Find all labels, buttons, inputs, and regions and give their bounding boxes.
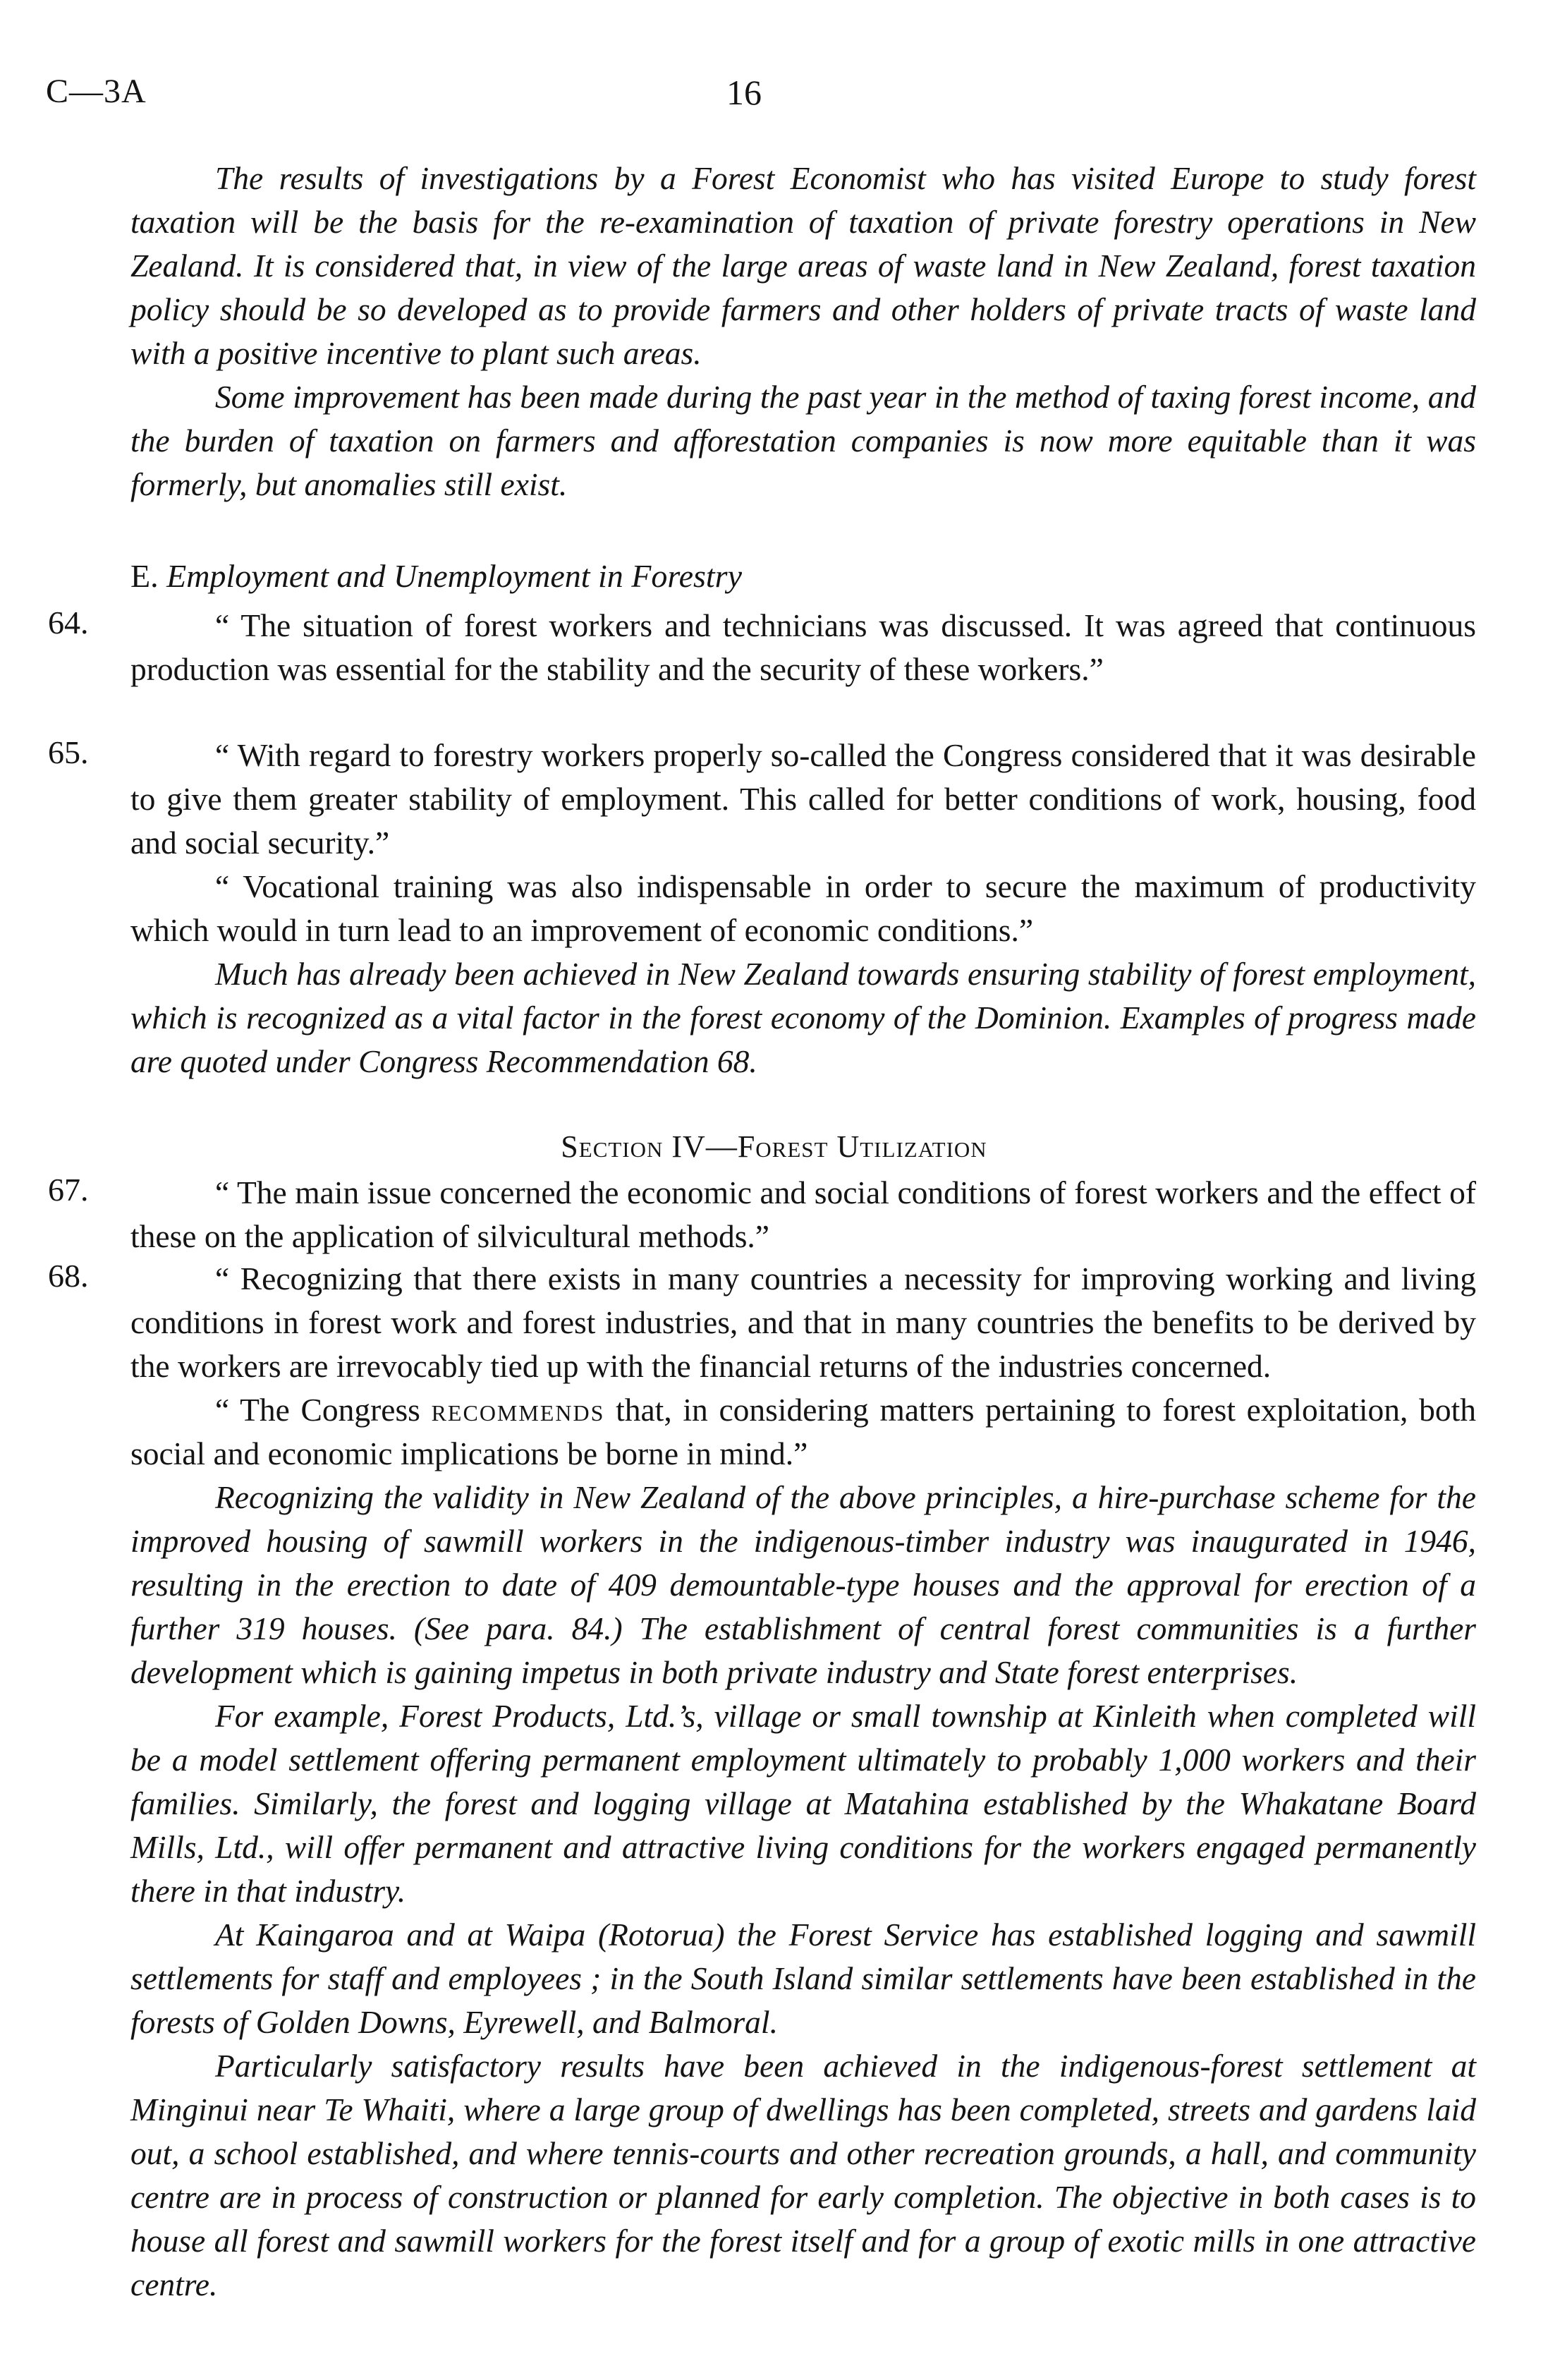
para-64-block	[130, 604, 1476, 691]
section-iv-title: Section IV—Forest Utilization	[561, 1129, 987, 1164]
page-number: 16	[726, 73, 762, 112]
para-64-text: “ The situation of forest workers and technicians was discussed. It was agreed that continuous production was essential for the stability and the security of these workers.”	[130, 607, 1476, 687]
para-65-block	[130, 734, 1476, 1083]
para-68-recommends-lead: “ The Congress	[215, 1392, 432, 1428]
para-65-number: 65.	[48, 734, 89, 770]
section-e-title: Employment and Unemployment in Forestry	[166, 558, 743, 594]
para-68-number: 68.	[48, 1258, 89, 1294]
para-68-text-recommends	[130, 1388, 1476, 1476]
para-68-recommends-word: recommends	[431, 1392, 605, 1428]
para-68-recommends-tail: that, in considering matters pertaining to forest exploitation, both social and economic implications be borne in mind.”	[130, 1392, 1476, 1471]
intro-paragraph-improvement: Some improvement has been made during the past year in the method of taxing forest income, and the burden of taxation on farmers and afforestation companies is now more equitable than it was formerly, but anomalies still exist.	[130, 379, 1476, 502]
para-64-number: 64.	[48, 605, 89, 640]
para-68-block	[130, 1257, 1476, 2307]
section-e-letter: E.	[130, 558, 159, 594]
para-68-commentary-kinleith: For example, Forest Products, Ltd.’s, village or small township at Kinleith when completed will be a model settlement offering permanent employment ultimately to probably 1,000 workers and their families. Similarly, the forest and logging village at Matahina established by the Whakatane Board Mills, Ltd., will offer permanent and attractive living conditions for the workers engaged permanently there in that industry.	[130, 1698, 1476, 1909]
intro-block	[130, 157, 1476, 506]
document-code: C—3A	[46, 73, 147, 110]
para-68-text-recognizing: “ Recognizing that there exists in many countries a necessity for improving working and living conditions in forest work and forest industries, and that in many countries the benefits to be derived by the workers are irrevocably tied up with the financial returns of the industries concerned.	[130, 1261, 1476, 1384]
para-67-number: 67.	[48, 1172, 89, 1208]
para-65-text-vocational: “ Vocational training was also indispensable in order to secure the maximum of productivity which would in turn lead to an improvement of economic conditions.”	[130, 868, 1476, 948]
para-68-commentary-minginui: Particularly satisfactory results have been achieved in the indigenous-forest settlement at Minginui near Te Whaiti, where a large group of dwellings has been completed, streets and gardens laid out, a school established, and where tennis-courts and other recreation grounds, a hall, and community centre are in process of construction or planned for early completion. The objective in both cases is to house all forest and sawmill workers for the forest itself and for a group of exotic mills in one attractive centre.	[130, 2048, 1476, 2302]
section-e-heading	[130, 557, 742, 595]
para-68-commentary-housing: Recognizing the validity in New Zealand of the above principles, a hire-purchase scheme for the improved housing of sawmill workers in the indigenous-timber industry was inaugurated in 1946, resulting in the erection to date of 409 demountable-type houses and the approval for erection of a further 319 houses. (See para. 84.) The establishment of central forest communities is a further development which is gaining impetus in both private industry and State forest enterprises.	[130, 1479, 1476, 1690]
intro-paragraph-taxation: The results of investigations by a Forest Economist who has visited Europe to study forest taxation will be the basis for the re-examination of taxation of private forestry operations in New Zealand. It is considered that, in view of the large areas of waste land in New Zealand, forest taxation policy should be so developed as to provide farmers and other holders of private tracts of waste land with a positive incentive to plant such areas.	[130, 160, 1476, 371]
para-67-block	[130, 1171, 1476, 1258]
para-65-commentary: Much has already been achieved in New Zealand towards ensuring stability of forest employment, which is recognized as a vital factor in the forest economy of the Dominion. Examples of progress made are quoted under Congress Recommendation 68.	[130, 956, 1476, 1079]
para-68-commentary-kaingaroa: At Kaingaroa and at Waipa (Rotorua) the Forest Service has established logging and sawmill settlements for staff and employees ; in the South Island similar settlements have been established in the forests of Golden Downs, Eyrewell, and Balmoral.	[130, 1917, 1476, 2040]
para-67-text: “ The main issue concerned the economic and social conditions of forest workers and the effect of these on the application of silvicultural methods.”	[130, 1174, 1476, 1254]
para-65-text-stability: “ With regard to forestry workers properly so-called the Congress considered that it was desirable to give them greater stability of employment. This called for better conditions of work, housing, food and social security.”	[130, 737, 1476, 861]
